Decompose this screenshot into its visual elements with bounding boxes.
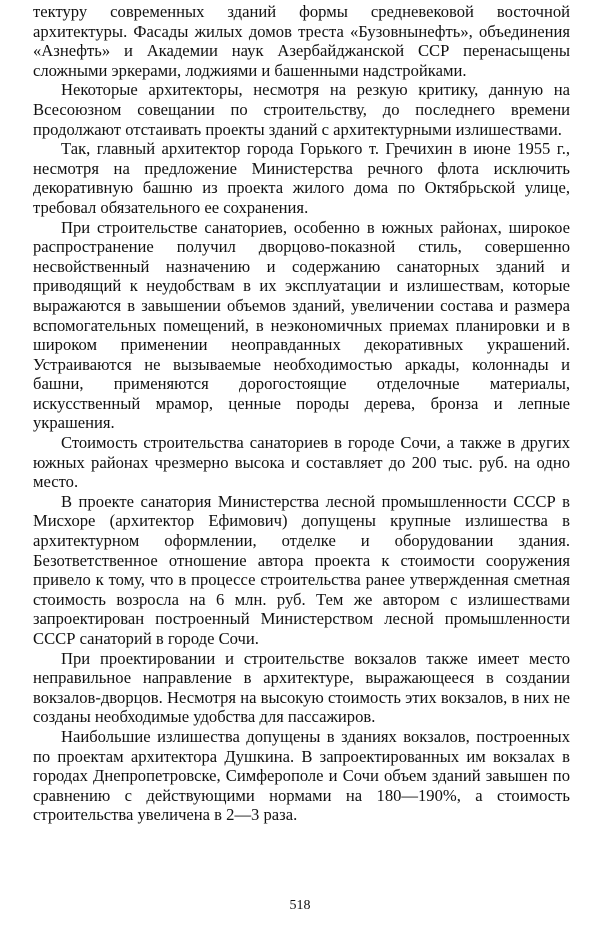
paragraph-3: Так, главный архитектор города Горького т. Гречихин в июне 1955 г., несмотря на предложение Министерства речного флота исключить декоративную башню из проекта жилого дома по Октябрьской улице, требовал обязательного ее сохранения. [33, 139, 570, 217]
paragraph-7: При проектировании и строительстве вокзалов также имеет место неправильное направление в архитектуре, выражающееся в создании вокзалов-дворцов. Несмотря на высокую стоимость этих вокзалов, в них не созданы необходимые удобства для пассажиров. [33, 648, 570, 727]
paragraph-5: Стоимость строительства санаториев в городе Сочи, а также в других южных районах чрезмерно высока и составляет до 200 тыс. руб. на одно место. [33, 433, 570, 492]
paragraph-6: В проекте санатория Министерства лесной промышленности СССР в Мисхоре (архитектор Ефимович) допущены крупные излишества в архитектурном оформлении, отделке и оборудовании здания. Безответственное отношение автора проекта к стоимости сооружения привело к тому, что в процессе строительства ранее утвержденная сметная стоимость возросла на 6 млн. руб. Тем же автором с излишествами запроектирован построенный Министерством лесной промышленности СССР санаторий в городе Сочи. [33, 491, 570, 648]
page-text [33, 2, 570, 825]
paragraph-4: При строительстве санаториев, особенно в южных районах, широкое распространение получил дворцово-показной стиль, совершенно несвойственный назначению и содержанию санаторных зданий и приводящий к неудобствам в их эксплуатации и излишествам, которые выражаются в завышении объемов зданий, увеличении состава и размера вспомогательных помещений, в неэкономичных приемах планировки и в широком применении неоправданных декоративных украшений. Устраиваются не вызываемые необходимостью аркады, колоннады и башни, применяются дорогостоящие отделочные материалы, искусственный мрамор, ценные породы дерева, бронза и лепные украшения. [33, 217, 570, 433]
page-number: 518 [289, 898, 311, 913]
paragraph-1: тектуру современных зданий формы средневековой восточной архитектуры. Фасады жилых домов треста «Бузовнынефть», объединения «Азнефть» и Академии наук Азербайджанской ССР перенасыщены сложными эркерами, лоджиями и башенными надстройками. [33, 2, 570, 80]
paragraph-8: Наибольшие излишества допущены в зданиях вокзалов, построенных по проектам архитектора Душкина. В запроектированных им вокзалах в городах Днепропетровске, Симферополе и Сочи объем зданий завышен по сравнению с действующими нормами на 180—190%, а стоимость строительства увеличена в 2—3 раза. [33, 726, 570, 825]
paragraph-2: Некоторые архитекторы, несмотря на резкую критику, данную на Всесоюзном совещании по строительству, до последнего времени продолжают отстаивать проекты зданий с архитектурными излишествами. [33, 80, 570, 139]
